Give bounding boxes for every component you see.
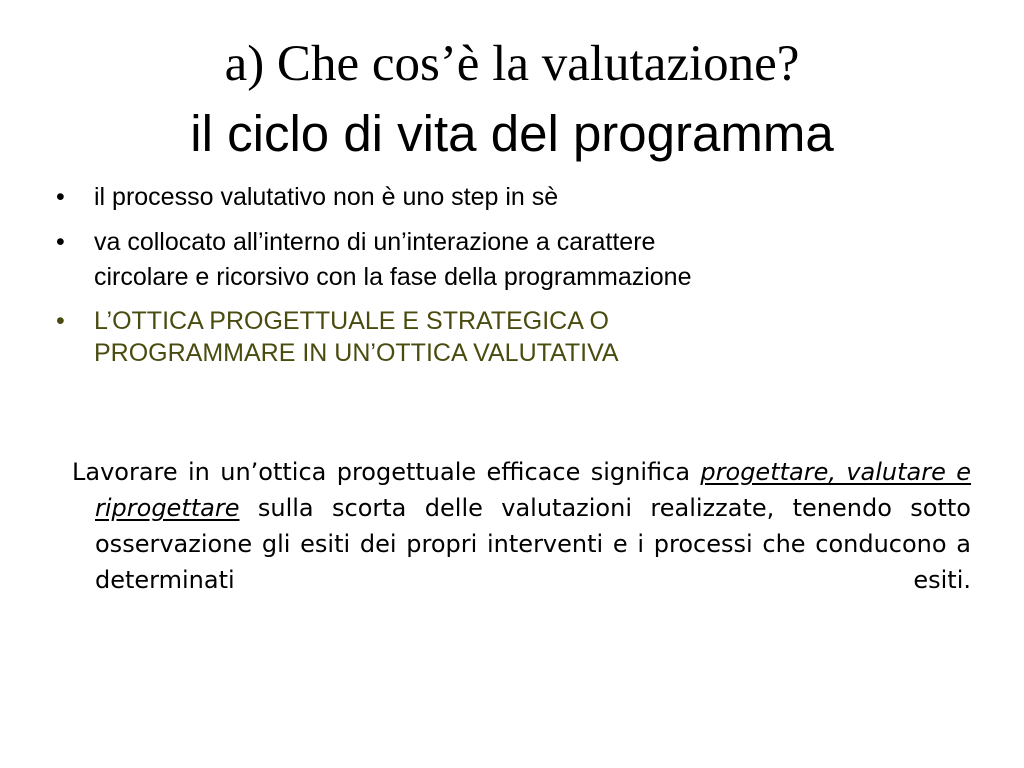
bullet-text-line: circolare e ricorsivo con la fase della programmazione	[94, 263, 692, 291]
bullet-text-line: va collocato all’interno di un’interazione a carattere	[94, 228, 656, 256]
bullet-marker: •	[56, 307, 65, 335]
slide-subtitle: il ciclo di vita del programma	[190, 105, 834, 162]
paragraph-emphasis: progettare, valutare e riprogettare	[95, 458, 972, 522]
bullet-item	[0, 225, 1024, 295]
bullet-marker: •	[56, 183, 65, 211]
bullet-list	[0, 180, 1024, 379]
bullet-item	[0, 180, 1024, 215]
body-paragraph	[72, 454, 972, 598]
slide-title: a) Che cos’è la valutazione?	[224, 36, 800, 92]
paragraph-lead: Lavorare in un’ottica progettuale efficace significa	[72, 458, 691, 486]
bullet-text: il processo valutativo non è uno step in sè	[94, 183, 559, 211]
bullet-item-highlight	[0, 305, 1024, 369]
bullet-text-line: L’OTTICA PROGETTUALE E STRATEGICA O	[94, 307, 609, 335]
bullet-text-line: PROGRAMMARE IN UN’OTTICA VALUTATIVA	[94, 339, 619, 367]
paragraph-rest: sulla scorta delle valutazioni realizzate, tenendo sotto osservazione gli esiti dei propri interventi e i processi che conducono a determinati esiti.	[95, 494, 971, 594]
bullet-marker: •	[56, 228, 65, 256]
